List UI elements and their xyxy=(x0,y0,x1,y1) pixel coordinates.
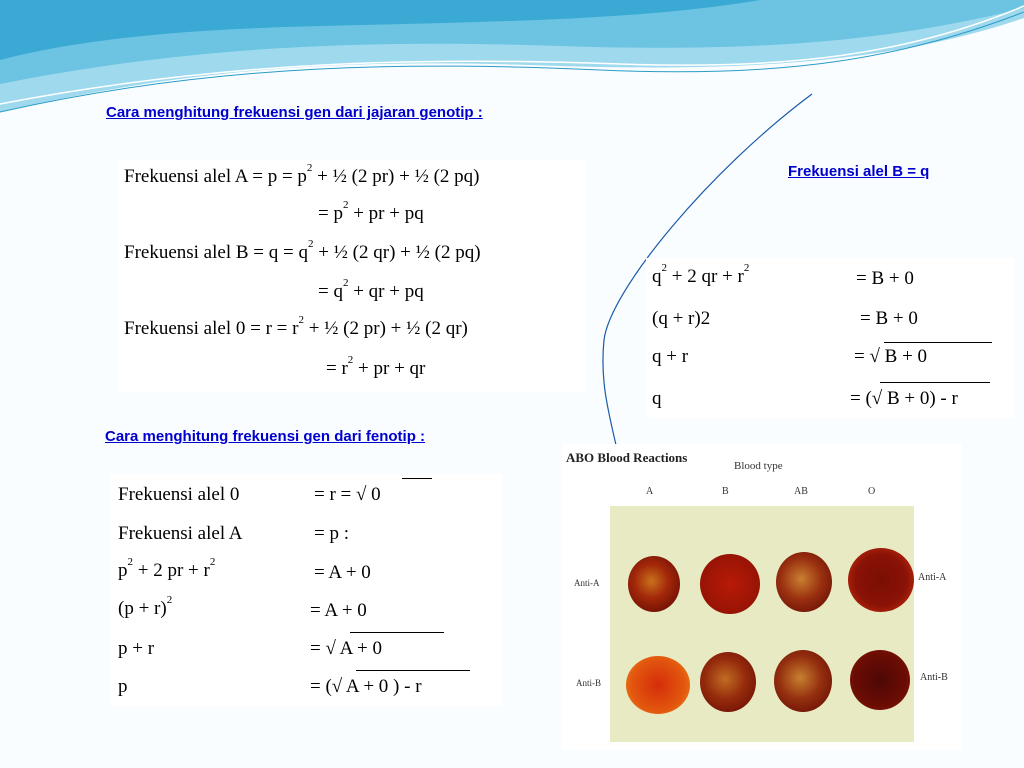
formula-row-allele-0: Frekuensi alel $0 = r = r^2$ + ½ (2 pr) + ½ (2 qr) xyxy=(124,314,468,339)
figure-title: ABO Blood Reactions xyxy=(566,450,688,465)
allele-b-row-2-left: (q + r)2 xyxy=(652,308,711,329)
allele-b-row-1-left: $q^2 + 2$ qr + $r^2$ xyxy=(652,262,750,287)
column-label-b: B xyxy=(722,486,729,497)
allele-b-row-3-left: q + r xyxy=(652,346,689,367)
genotype-method-heading: Cara menghitung frekuensi gen dari jajaran genotip : xyxy=(106,104,483,121)
allele-b-row-3-right: = √ B + 0 xyxy=(854,346,928,367)
allele-b-heading: Frekuensi alel B = q xyxy=(788,163,930,180)
blood-spot-anti-a-type-b xyxy=(700,554,760,614)
formula-row-allele-0-simplified: = $r^2$ + pr + qr xyxy=(326,354,426,379)
allele-b-row-2-right: = B + 0 xyxy=(860,308,918,329)
column-label-o: O xyxy=(868,486,876,497)
blood-spot-anti-a-type-a xyxy=(628,556,680,612)
blood-spot-anti-b-type-ab xyxy=(774,650,832,712)
column-label-a: A xyxy=(646,486,654,497)
phenotype-row-2-right: = p : xyxy=(314,523,349,544)
sqrt-overline-b-1 xyxy=(884,342,992,343)
row-label-anti-a-right: Anti-A xyxy=(918,572,947,583)
blood-spot-anti-b-type-b xyxy=(700,652,756,712)
phenotype-row-2-left: Frekuensi alel A xyxy=(118,523,243,544)
allele-b-row-1-right: = B + 0 xyxy=(856,268,914,289)
formula-row-allele-a: Frekuensi alel $A = p = p^2$ + ½ (2 pr) + ½ (2 pq) xyxy=(124,162,480,187)
formula-row-allele-a-simplified: = $p^2$ + pr + pq xyxy=(318,199,424,224)
sqrt-overline-p-2 xyxy=(356,670,470,671)
sqrt-overline-p-1 xyxy=(350,632,444,633)
phenotype-row-6-right: = (√ A + 0 ) - r xyxy=(310,676,422,697)
reaction-plate xyxy=(610,506,914,742)
genotype-formula-box xyxy=(118,160,586,392)
allele-b-row-4-right: = (√ B + 0) - r xyxy=(850,388,958,409)
row-label-anti-b-right: Anti-B xyxy=(920,672,948,683)
sqrt-overline-b-2 xyxy=(880,382,990,383)
phenotype-row-1-right: = r = √ 0 xyxy=(314,484,381,505)
phenotype-formula-box xyxy=(110,474,502,706)
blood-spot-anti-b-type-o xyxy=(850,650,910,710)
blood-spot-anti-a-type-ab xyxy=(776,552,832,612)
blood-spot-anti-a-type-o xyxy=(848,548,914,612)
phenotype-row-1-left: Frekuensi alel 0 xyxy=(118,484,240,505)
phenotype-method-heading: Cara menghitung frekuensi gen dari fenotip : xyxy=(105,428,426,445)
allele-b-row-4-left: q xyxy=(652,388,662,409)
figure-axis-label: Blood type xyxy=(734,460,783,472)
row-label-anti-b-left: Anti-B xyxy=(576,678,602,688)
phenotype-row-3-right: = A + 0 xyxy=(314,562,371,583)
phenotype-row-5-left: p + r xyxy=(118,638,155,659)
phenotype-row-4-left: $(p + r)^2$ xyxy=(118,594,173,619)
phenotype-row-4-right: = A + 0 xyxy=(310,600,367,621)
phenotype-row-5-right: = √ A + 0 xyxy=(310,638,382,659)
blood-spot-anti-b-type-a xyxy=(626,656,690,714)
column-label-ab: AB xyxy=(794,486,808,497)
allele-b-formula-box xyxy=(646,258,1014,418)
header-wave-decoration xyxy=(0,0,1024,120)
row-label-anti-a-left: Anti-A xyxy=(574,578,600,588)
formula-row-allele-b: Frekuensi alel $B = q = q^2$ + ½ (2 qr) + ½ (2 pq) xyxy=(124,238,481,263)
abo-blood-reactions-figure xyxy=(562,444,962,750)
phenotype-row-3-left: $p^2 + 2$ pr + $r^2$ xyxy=(118,556,216,581)
sqrt-overline-p-0 xyxy=(402,478,432,479)
formula-row-allele-b-simplified: = $q^2$ + qr + pq xyxy=(318,277,424,302)
phenotype-row-6-left: p xyxy=(118,676,128,697)
